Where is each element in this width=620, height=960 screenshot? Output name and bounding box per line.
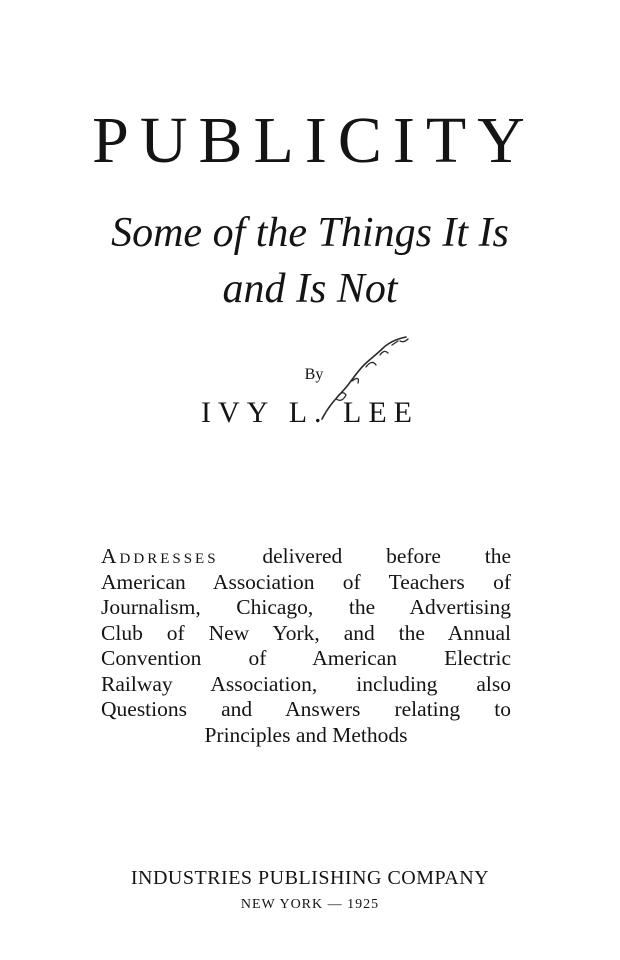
by-label: By (304, 366, 324, 383)
description-line: Club of New York, and the Annual (101, 620, 511, 645)
description-line: Questions and Answers relating to (101, 697, 511, 721)
description-line-rest: delivered before the (218, 544, 511, 568)
publication-imprint: NEW YORK — 1925 (240, 897, 380, 912)
description-line: Railway Association, including also (101, 671, 511, 696)
book-title: PUBLICITY (92, 104, 536, 177)
description-first-word: Addresses (101, 544, 219, 568)
description-line: Journalism, Chicago, the Advertising (101, 595, 511, 619)
author-name: IVY L. LEE (200, 396, 419, 429)
handwritten-signature (318, 333, 418, 423)
subtitle-line-1: Some of the Things It Is (111, 210, 509, 256)
description-line: Principles and Methods (204, 722, 408, 747)
description-line (101, 544, 511, 570)
publisher-name: INDUSTRIES PUBLISHING COMPANY (130, 867, 490, 889)
description-line: Convention of American Electric (101, 646, 511, 670)
subtitle-line-2: and Is Not (222, 266, 398, 312)
description-line: American Association of Teachers of (101, 569, 511, 594)
description-block (101, 544, 511, 748)
